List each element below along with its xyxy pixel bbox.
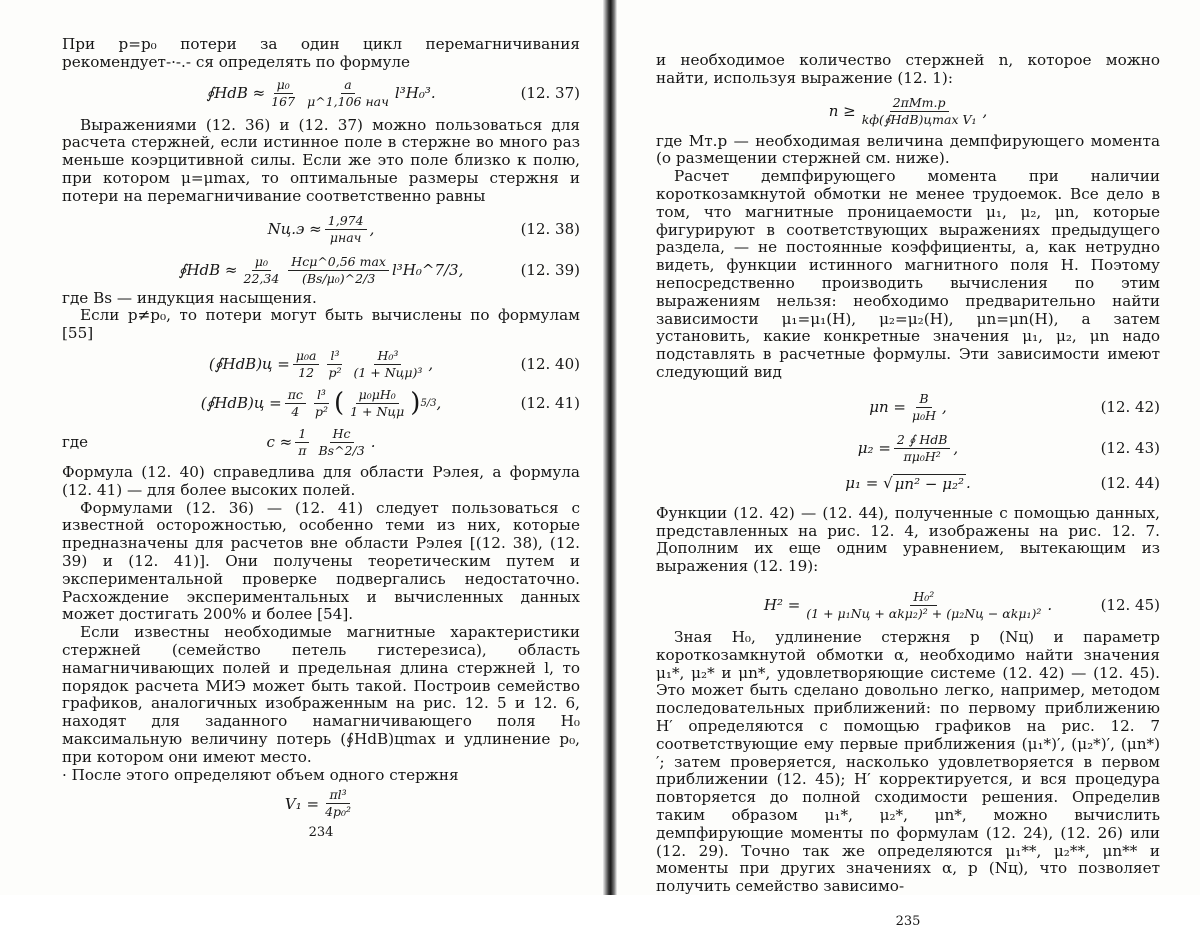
equation-rest: . [965, 474, 971, 493]
equation-12-42 [656, 392, 1160, 423]
paragraph: где Bs — индукция насыщения. [62, 288, 317, 307]
equation-12-40 [62, 349, 580, 380]
equation-lhs: ∮HdB ≈ [178, 261, 238, 280]
paragraph: Зная H₀, удлинение стержня p (Nц) и параметр короткозамкнутой обмотки α, необходимо найти значения μ₁*, μ₂* и μn*, удовлетворяющие системе (12. 42) — (12. 45). Это может быть сделано довольно легко, например, методом последовательных приближений: по первому приближению H′ определяются с помощью графиков на рис. 12. 7 соответствующие ему первые приближения (μ₁*)′, (μ₂*)′, (μn*)′; затем проверяется, насколько удовлетворяется в первом приближении (12. 45); H′ корректируется, и вся процедура повторяется до полной сходимости решения. Определив таким образом μ₁*, μ₂*, μn*, можно вычислить демпфирующие моменты по формулам (12. 24), (12. 26) или (12. 29). Точно так же определяются μ₁**, μ₂**, μn** и моменты при других значениях α, p (Nц), что позволяет получить семейство зависимо- [656, 627, 1160, 896]
equation-rest: , [369, 220, 375, 239]
equation-n [656, 96, 1160, 127]
fraction: $\frac{\text{2πMт.р}}{\text{kф(∮HdB)цmax V₁}}$ [861, 94, 977, 127]
equation-lead: где [62, 433, 88, 452]
paragraph: и необходимое количество стержней n, которое можно найти, используя выражение (12. 1): [656, 51, 1160, 87]
equation-lhs: Nц.э ≈ [267, 220, 322, 239]
equation-lhs: H² = [763, 596, 801, 615]
equation-rest: . [370, 433, 376, 452]
fraction: $\frac{Hc}{Bs\^{}2/3}$ [318, 425, 365, 458]
equation-rest: l³H₀^7/3, [391, 261, 464, 280]
equation-12-44 [656, 474, 1160, 493]
equation-12-41: (∮HdB)ц = $\frac{\pi c}{4}$ $\frac{\text{l³}}{\text{p²}}$ ( $\frac{\text{μ₀μH₀}}{\text{1 + Nцμ}}$ ) 5/3 , (12. 41) [200, 386, 580, 419]
fraction: $\frac{\text{2 ∮ HdB}}{\text{πμ₀H²}}$ [894, 433, 951, 464]
fraction: $\frac{1}{\pi}$ [295, 427, 309, 458]
equation-lhs: V₁ = [284, 794, 320, 813]
fraction: $\frac{B}{\text{μ₀H}}$ [911, 390, 936, 423]
fraction: $\frac{\text{μ₀μH₀}}{\text{1 + Nцμ}}$ [350, 386, 405, 419]
equation-lhs: μ₂ = [857, 439, 891, 458]
paragraph: При p=p₀ потери за один цикл перемагничивания рекомендует-·-.- ся определять по формуле [62, 35, 580, 71]
equation-number: (12. 41) [520, 394, 580, 413]
equation-rest: . [1047, 596, 1053, 615]
left-page [0, 0, 600, 895]
equation-rest: l³H₀³. [394, 84, 436, 103]
equation-c [62, 427, 580, 458]
equation-lhs: c ≈ [266, 433, 293, 452]
equation-12-43 [656, 433, 1160, 464]
equation-lhs: (∮HdB)ц = [208, 355, 290, 374]
equation-lhs: n ≥ [828, 102, 856, 121]
page-number: 235 [895, 913, 921, 929]
fraction: $\frac{\pi c}{4}$ [285, 388, 306, 419]
fraction: $\frac{\text{μ₀a}}{12}$ [293, 349, 320, 380]
fraction: $\frac{\text{l³}}{\text{p²}}$ [328, 347, 342, 380]
equation-number: (12. 42) [1100, 398, 1160, 417]
equation-number: (12. 44) [1100, 474, 1160, 493]
fraction: $\frac{\text{H₀³}}{\text{(1 + Nцμ)³}}$ [353, 347, 423, 380]
equation-rest: , [436, 394, 442, 413]
equation-lhs: μ₁ = √ [845, 474, 893, 493]
fraction: $\frac{\text{l³}}{\text{p²}}$ [314, 386, 328, 419]
radicand: μn² − μ₂² [894, 474, 964, 493]
fraction: $\frac{\text{H₀²}}{\text{(1 + μ₁Nц + αkμ₂)² + (μ₂Nц − αkμ₁)²}}$ [806, 588, 1042, 621]
paragraph: Если известны необходимые магнитные характеристики стержней (семейство петель гистерезиса), область намагничивающих полей и предельная длина стержней l, то порядок расчета МИЭ может быть такой. Построив семейство графиков, аналогичных изображенным на рис. 12. 5 и 12. 6, находят для заданного намагничивающего поля H₀ максимальную величину потерь (∮HdB)цmax и удлинение p₀, при котором они имеют место. [62, 623, 580, 766]
equation-number: (12. 38) [520, 220, 580, 239]
fraction: $\frac{\text{πl³}}{\text{4p₀²}}$ [325, 787, 352, 820]
page-number: 234 [308, 825, 334, 841]
paragraph: · После этого определяют объем одного стержня [62, 765, 459, 784]
equation-lhs: μn = [869, 398, 906, 417]
paragraph: Формула (12. 40) справедлива для области Рэлея, а формула (12. 41) — для более высоких полей. [62, 462, 580, 499]
paragraph: Формулами (12. 36) — (12. 41) следует пользоваться с известной осторожностью, особенно теми из них, которые предназначены для расчетов вне области Рэлея [(12. 38), (12. 39) и (12. 41)]. Они получены теоретическим путем и экспериментальной проверке подвергались недостаточно. Расхождение экспериментальных и вычисленных данных может достигать 200% и более [54]. [62, 498, 580, 624]
fraction: $\frac{\text{μ₀}}{167}$ [271, 76, 296, 109]
equation-number: (12. 40) [520, 355, 580, 374]
equation-rest: , [942, 398, 947, 417]
paragraph: где Mт.р — необходимая величина демпфирующего момента (о размещении стержней см. ниже). [656, 131, 1160, 168]
equation-number: (12. 43) [1100, 439, 1160, 458]
equation-lhs: ∮HdB ≈ [206, 84, 266, 103]
equation-12-38 [62, 214, 580, 245]
equation-rest: , [428, 355, 434, 374]
paragraph: Если p≠p₀, то потери могут быть вычислены по формулам [55] [62, 306, 580, 343]
book-gutter [603, 0, 617, 895]
equation-number: (12. 39) [520, 261, 580, 280]
exponent: 5/3 [420, 397, 437, 409]
fraction: $\frac{1,974}{\text{μнач}}$ [325, 214, 367, 245]
equation-rest: , [982, 102, 988, 121]
equation-12-39 [62, 255, 580, 286]
equation-lhs: (∮HdB)ц = [200, 394, 282, 413]
fraction: $\frac{\text{μ₀}}{22,34}$ [243, 253, 280, 286]
paragraph: Функции (12. 42) — (12. 44), полученные с помощью данных, представленных на рис. 12. 4, изображены на рис. 12. 7. Дополним их еще одним уравнением, вытекающим из выражения (12. 19): [656, 503, 1160, 576]
equation-rest: , [953, 439, 959, 458]
right-page [620, 0, 1200, 929]
equation-number: (12. 45) [1100, 596, 1160, 615]
paragraph: Выражениями (12. 36) и (12. 37) можно пользоваться для расчета стержней, если истинное поле в стержне во много раз меньше коэрцитивной силы. Если же это поле близко к полю, при котором μ=μmax, то оптимальные размеры стержня и потери на перемагничивание соответственно равны [62, 115, 580, 205]
equation-v1 [62, 788, 580, 819]
equation-number: (12. 37) [520, 84, 580, 103]
fraction: $\frac{a}{\text{μ\textasciicircum{}1,106 нач}}$ [307, 76, 389, 109]
equation-12-37 [62, 78, 580, 109]
fraction: $\frac{\text{Hcμ\textasciicircum{}0,56 max}}{\text{(Bs/μ₀)\textasciicircum{}2/3}}$ [288, 255, 389, 286]
equation-12-45 [656, 590, 1160, 621]
paragraph: Расчет демпфирующего момента при наличии короткозамкнутой обмотки не менее трудоемок. Все дело в том, что магнитные проницаемости μ₁, μ₂, μn, которые фигурируют в соответствующих выражениях предыдущего раздела, — не постоянные коэффициенты, а, как нетрудно видеть, функции истинного магнитного поля H. Поэтому непосредственно производить вычисления по этим выражениям нельзя: необходимо предварительно найти зависимости μ₁=μ₁(H), μ₂=μ₂(H), μn=μn(H), а затем установить, какие конкретные значения μ₁, μ₂, μn надо подставлять в расчетные формулы. Эти зависимости имеют следующий вид [656, 167, 1160, 381]
